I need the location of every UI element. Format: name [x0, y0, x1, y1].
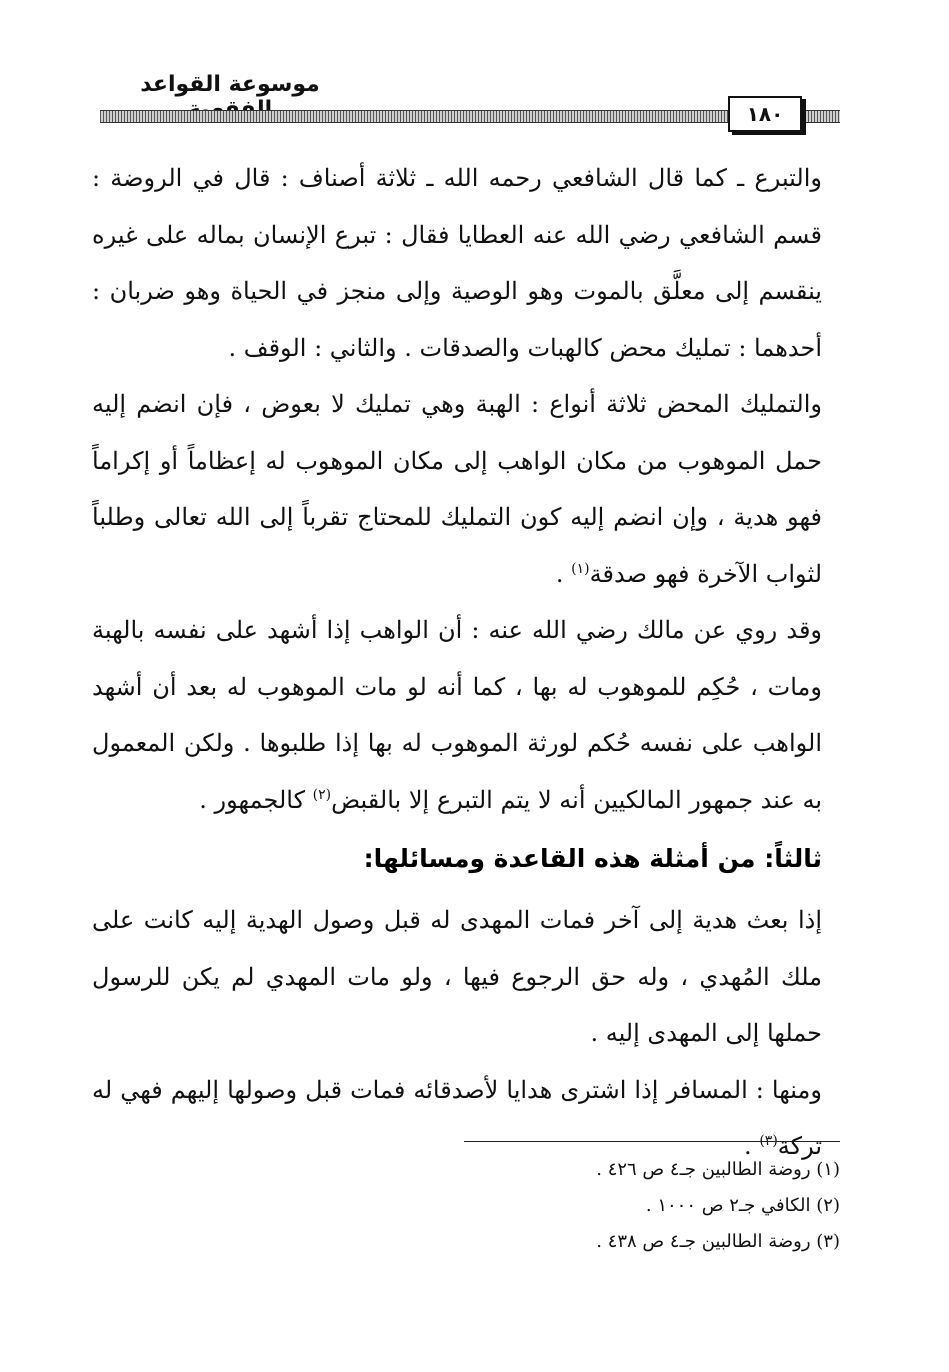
paragraph-text: وقد روي عن مالك رضي الله عنه : أن الواهب إذا أشهد على نفسه بالهبة ومات ، حُكِم للموهوب له بها ، كما أنه لو مات الموهوب له بعد أن أشهد الواهب على نفسه حُكم لورثة الموهوب له بها إذا طلبوها . ولكن المعمول به عند جمهور المالكيين أنه لا يتم التبرع إلا بالقبض: [92, 616, 822, 814]
page-number: ١٨٠: [728, 96, 802, 132]
paragraph-text: ومنها : المسافر إذا اشترى هدايا لأصدقائه فمات قبل وصولها إليهم فهي له تركة: [92, 1075, 822, 1160]
footnotes: [440, 1152, 840, 1260]
running-header: [100, 72, 840, 132]
paragraph-text: والتبرع ـ كما قال الشافعي رحمه الله ـ ثلاثة أصناف : قال في الروضة : قسم الشافعي رضي الله عنه العطايا فقال : تبرع الإنسان بماله على غيره ينقسم إلى معلَّق بالموت وهو الوصية وإلى منجز في الحياة وهو ضربان : أحدهما : تمليك محض كالهبات والصدقات . والثاني : الوقف .: [92, 164, 822, 362]
footnote-separator: [464, 1141, 840, 1142]
paragraph-4: [92, 892, 822, 1062]
footnote-2: (٢) الكافي جـ٢ ص ١٠٠٠ .: [645, 1195, 840, 1216]
footnote-marker-3[interactable]: (٣): [759, 1133, 778, 1149]
paragraph-text: والتمليك المحض ثلاثة أنواع : الهبة وهي تمليك لا بعوض ، فإن انضم إليه حمل الموهوب من مكان الواهب إلى مكان الموهوب له إعظاماً أو إكراماً فهو هدية ، وإن انضم إليه كون التمليك للمحتاج تقرباً إلى الله تعالى وطلباً لثواب الآخرة فهو صدقة: [92, 390, 822, 588]
paragraph-1: [92, 150, 822, 376]
paragraph-2: [92, 376, 822, 602]
paragraph-tail: .: [744, 1132, 760, 1160]
footnote-3: (٣) روضة الطالبين جـ٤ ص ٤٣٨ .: [596, 1231, 840, 1252]
paragraph-3: [92, 602, 822, 828]
paragraph-tail: كالجمهور .: [199, 785, 313, 814]
section-heading: ثالثاً: من أمثلة هذه القاعدة ومسائلها:: [363, 844, 822, 873]
footnote-marker-1[interactable]: (١): [571, 560, 590, 577]
body-text: [92, 150, 822, 1175]
paragraph-text: إذا بعث هدية إلى آخر فمات المهدى له قبل وصول الهدية إليه كانت على ملك المُهدي ، وله حق الرجوع فيها ، ولو مات المهدي لم يكن للرسول حملها إلى المهدى إليه .: [92, 906, 823, 1047]
footnote-marker-2[interactable]: (٢): [312, 786, 332, 803]
book-title: موسوعة القواعد: [140, 72, 320, 97]
footnote-1: (١) روضة الطالبين جـ٤ ص ٤٢٦ .: [596, 1159, 840, 1180]
paragraph-tail: .: [555, 559, 572, 588]
